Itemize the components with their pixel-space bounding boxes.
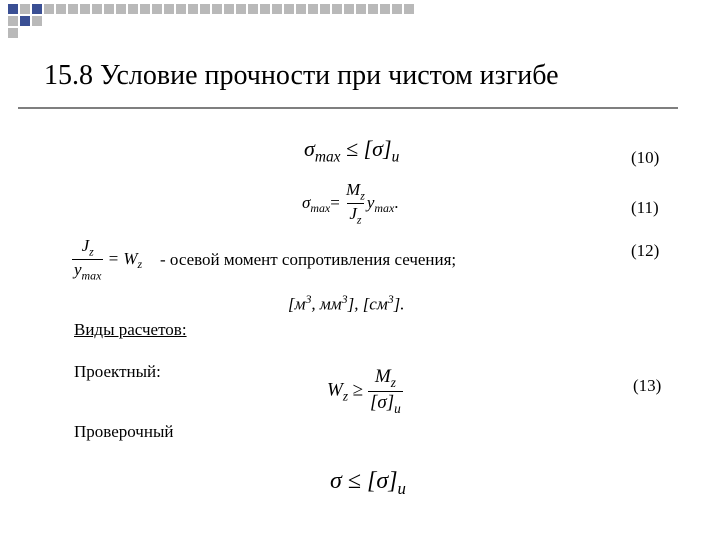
- formula-13-den: [σ]: [369, 391, 395, 413]
- deco-square: [356, 4, 366, 14]
- formula-check: [330, 468, 406, 499]
- eq-number-12: (12): [631, 241, 660, 260]
- eq-number-11: (11): [631, 198, 659, 217]
- formula-11-num: M: [346, 180, 361, 199]
- deco-square: [188, 4, 198, 14]
- slide-title: 15.8 Условие прочности при чистом изгибе: [44, 60, 559, 91]
- formula-10: [304, 136, 399, 166]
- formula-11-den-sub: z: [356, 212, 362, 227]
- deco-square: [224, 4, 234, 14]
- deco-square: [260, 4, 270, 14]
- formula-11-den: J: [349, 204, 357, 224]
- formula-13-num: M: [374, 366, 391, 387]
- units-sup-a: 3: [305, 292, 312, 306]
- deco-square: [392, 4, 402, 14]
- deco-square: [332, 4, 342, 14]
- formula-12-num: J: [81, 236, 90, 255]
- calc-types-header: Виды расчетов:: [74, 320, 187, 339]
- deco-square: [140, 4, 150, 14]
- formula-11-lhs: σ: [302, 192, 311, 212]
- deco-square: [200, 4, 210, 14]
- deco-square: [32, 16, 42, 26]
- formula-13-lhs: W: [327, 379, 343, 401]
- deco-square: [32, 4, 42, 14]
- check-calc-label: Проверочный: [74, 422, 174, 441]
- deco-square: [8, 4, 18, 14]
- deco-square: [104, 4, 114, 14]
- formula-12: [72, 236, 142, 284]
- formula-11-fraction: [344, 180, 367, 228]
- formula-11-lhs-sub: max: [310, 201, 331, 216]
- eq-number-13: (13): [633, 376, 662, 395]
- deco-square: [128, 4, 138, 14]
- formula-13: [327, 366, 403, 417]
- deco-square: [20, 4, 30, 14]
- deco-square: [404, 4, 414, 14]
- formula-10-tail: u: [391, 148, 400, 166]
- deco-square: [164, 4, 174, 14]
- formula-10-rel: ≤ [σ]: [340, 136, 392, 161]
- deco-square: [308, 4, 318, 14]
- deco-square: [176, 4, 186, 14]
- units-b: , мм: [311, 294, 342, 314]
- deco-square: [248, 4, 258, 14]
- formula-12-den: y: [74, 260, 82, 280]
- formula-check-rhs-sub: u: [397, 478, 406, 498]
- deco-square: [80, 4, 90, 14]
- deco-square: [344, 4, 354, 14]
- deco-square: [152, 4, 162, 14]
- formula-10-sub: max: [314, 148, 341, 166]
- units-c: ], [см: [347, 294, 388, 314]
- formula-11: [302, 180, 398, 228]
- deco-square: [68, 4, 78, 14]
- eq-number-10: (10): [631, 148, 660, 167]
- deco-square: [284, 4, 294, 14]
- deco-square: [44, 4, 54, 14]
- title-divider: [18, 107, 678, 109]
- formula-11-dot: .: [394, 192, 399, 212]
- deco-square: [56, 4, 66, 14]
- decorative-squares: [0, 0, 420, 50]
- deco-square: [320, 4, 330, 14]
- formula-check-rel: ≤: [347, 468, 362, 494]
- deco-square: [296, 4, 306, 14]
- deco-square: [212, 4, 222, 14]
- formula-11-eq: =: [330, 192, 340, 212]
- formula-13-fraction: [368, 366, 403, 417]
- formula-12-num-sub: z: [89, 244, 94, 259]
- formula-12-den-sub: max: [81, 268, 102, 283]
- formula-check-lhs: σ: [330, 468, 342, 494]
- design-calc-label: Проектный:: [74, 362, 161, 381]
- units-sup-b: 3: [341, 292, 348, 306]
- formula-11-num-sub: z: [360, 188, 365, 203]
- formula-13-rel: ≥: [352, 379, 364, 401]
- deco-square: [8, 16, 18, 26]
- units-line: [288, 292, 405, 315]
- deco-square: [272, 4, 282, 14]
- deco-square: [20, 16, 30, 26]
- formula-12-fraction: [72, 236, 103, 284]
- formula-10-sigma: σ: [304, 136, 315, 161]
- units-sup-c: 3: [387, 292, 394, 306]
- deco-square: [116, 4, 126, 14]
- deco-square: [92, 4, 102, 14]
- formula-12-eq: = W: [107, 248, 138, 268]
- units-a: [м: [288, 294, 306, 314]
- deco-square: [368, 4, 378, 14]
- formula-check-rhs: [σ]: [367, 468, 398, 494]
- formula-13-den-sub: u: [394, 400, 401, 416]
- formula-13-lhs-sub: z: [342, 388, 349, 404]
- units-d: ].: [393, 294, 405, 314]
- section-modulus-description: - осевой момент сопротивления сечения;: [160, 250, 457, 269]
- deco-square: [380, 4, 390, 14]
- formula-13-num-sub: z: [390, 374, 396, 390]
- deco-square: [236, 4, 246, 14]
- deco-square: [8, 28, 18, 38]
- formula-11-mult: y: [366, 192, 375, 212]
- formula-11-mult-sub: max: [374, 201, 395, 216]
- formula-12-eq-sub: z: [137, 257, 143, 272]
